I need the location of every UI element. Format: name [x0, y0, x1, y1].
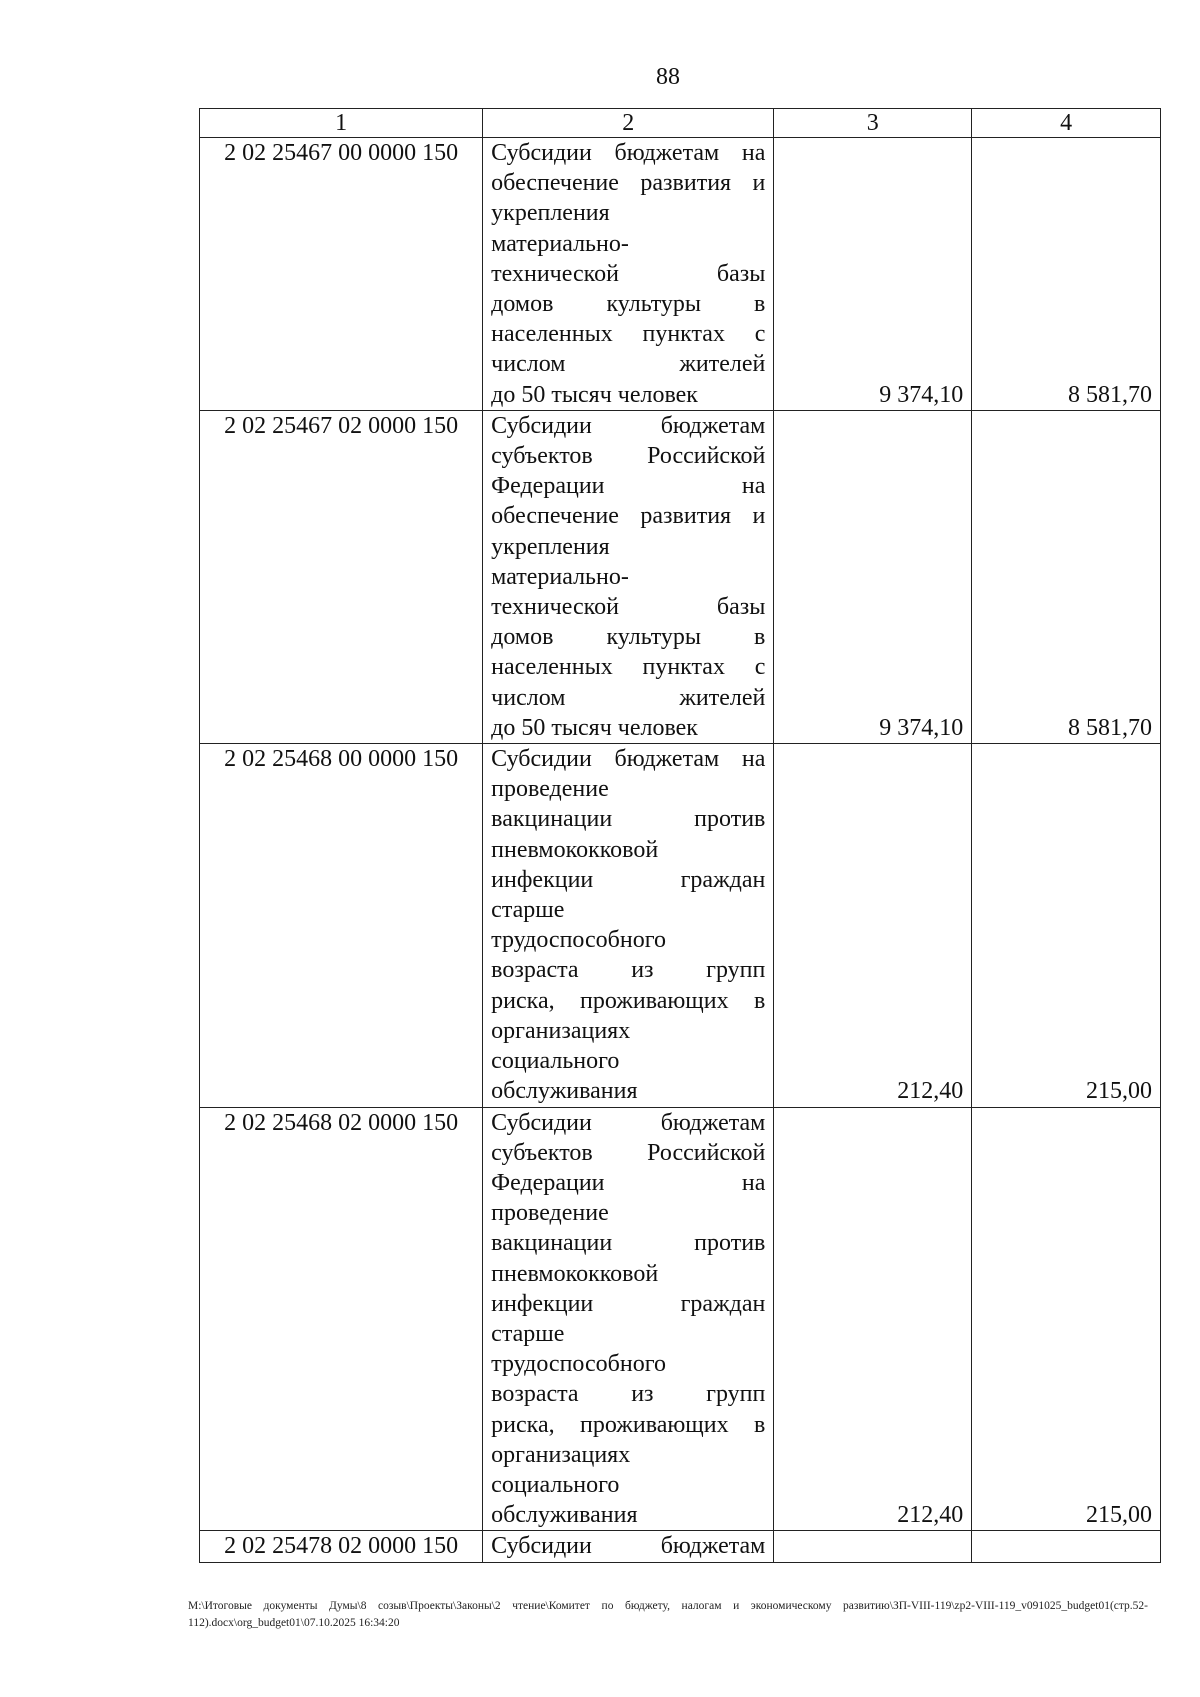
item-name-line: укрепления — [491, 533, 610, 560]
item-name-line: социального — [491, 1471, 620, 1498]
item-name-line: возраста из групп — [491, 957, 766, 984]
amount-col-3-cell: 212,40 — [774, 1107, 972, 1531]
item-name-line: числом жителей — [491, 351, 766, 378]
amount-col-3-cell — [774, 1531, 972, 1562]
header-col-4: 4 — [972, 109, 1161, 138]
budget-code-cell: 2 02 25467 00 0000 150 — [200, 138, 483, 411]
item-name-line: проведение — [491, 1200, 609, 1227]
item-name-line: субъектов Российской — [491, 443, 766, 470]
item-name-line: старше — [491, 1320, 565, 1347]
item-name-line: инфекции граждан — [491, 1290, 766, 1317]
item-name-line: обеспечение развития и — [491, 503, 766, 530]
item-name-line: Федерации на — [491, 1169, 766, 1196]
header-col-2: 2 — [483, 109, 774, 138]
table-row — [200, 410, 1161, 743]
item-name-line: вакцинации против — [491, 806, 766, 833]
item-name-line: до 50 тысяч человек — [491, 381, 698, 408]
table-row — [200, 1107, 1161, 1531]
header-col-3: 3 — [774, 109, 972, 138]
item-name-line: числом жителей — [491, 684, 766, 711]
amount-col-4-cell: 8 581,70 — [972, 138, 1161, 411]
item-name-line: обеспечение развития и — [491, 170, 766, 197]
item-name-line: социального — [491, 1048, 620, 1075]
item-name-line: технической базы — [491, 594, 766, 621]
item-name-line: возраста из групп — [491, 1381, 766, 1408]
item-name-line: вакцинации против — [491, 1230, 766, 1257]
item-name-line: старше — [491, 897, 565, 924]
table-row — [200, 138, 1161, 411]
item-name-line: населенных пунктах с — [491, 321, 766, 348]
amount-col-4-cell: 215,00 — [972, 1107, 1161, 1531]
item-name-line: проведение — [491, 776, 609, 803]
table-header-row — [200, 109, 1161, 138]
item-name-line: трудоспособного — [491, 1351, 666, 1378]
item-name-line: Субсидии бюджетам — [491, 412, 766, 439]
amount-col-3-cell: 212,40 — [774, 744, 972, 1107]
header-col-1: 1 — [200, 109, 483, 138]
item-name-cell — [483, 410, 774, 743]
footer-file-path: M:\Итоговые документы Думы\8 созыв\Проекты\Законы\2 чтение\Комитет по бюджету, налогам и экономическому развитию\ЗП-VIII-119\zp2-VIII-119_v091025_budget01(стр.52-112).docx\org_budget01\07.10.2025 16:34:20 — [188, 1600, 1148, 1629]
item-name-cell — [483, 1531, 774, 1562]
item-name-line: Субсидии бюджетам — [491, 1109, 766, 1136]
item-name-line: домов культуры в — [491, 624, 766, 651]
budget-table — [199, 108, 1161, 1563]
item-name-line: Субсидии бюджетам — [491, 1533, 766, 1560]
item-name-line: риска, проживающих в — [491, 1411, 766, 1438]
item-name-line: инфекции граждан — [491, 866, 766, 893]
item-name-line: пневмококковой — [491, 836, 659, 863]
item-name-cell — [483, 1107, 774, 1531]
amount-col-4-cell: 215,00 — [972, 744, 1161, 1107]
budget-code-cell: 2 02 25478 02 0000 150 — [200, 1531, 483, 1562]
table-body — [200, 138, 1161, 1563]
item-name-line: материально- — [491, 230, 629, 257]
budget-code-cell: 2 02 25467 02 0000 150 — [200, 410, 483, 743]
budget-code-cell: 2 02 25468 02 0000 150 — [200, 1107, 483, 1531]
item-name-line: укрепления — [491, 200, 610, 227]
item-name-line: технической базы — [491, 260, 766, 287]
item-name-line: материально- — [491, 563, 629, 590]
item-name-line: субъектов Российской — [491, 1139, 766, 1166]
item-name-line: Федерации на — [491, 473, 766, 500]
table-row — [200, 1531, 1161, 1562]
item-name-line: населенных пунктах с — [491, 654, 766, 681]
item-name-line: домов культуры в — [491, 291, 766, 318]
item-name-line: обслуживания — [491, 1078, 638, 1105]
item-name-cell — [483, 138, 774, 411]
amount-col-4-cell — [972, 1531, 1161, 1562]
table-row — [200, 744, 1161, 1107]
item-name-line: риска, проживающих в — [491, 987, 766, 1014]
page-number: 88 — [656, 64, 680, 90]
amount-col-4-cell: 8 581,70 — [972, 410, 1161, 743]
item-name-line: обслуживания — [491, 1502, 638, 1529]
item-name-line: организациях — [491, 1441, 631, 1468]
item-name-line: Субсидии бюджетам на — [491, 746, 766, 773]
item-name-line: организациях — [491, 1017, 631, 1044]
item-name-line: трудоспособного — [491, 927, 666, 954]
amount-col-3-cell: 9 374,10 — [774, 410, 972, 743]
item-name-line: пневмококковой — [491, 1260, 659, 1287]
budget-code-cell: 2 02 25468 00 0000 150 — [200, 744, 483, 1107]
item-name-line: Субсидии бюджетам на — [491, 140, 766, 166]
item-name-cell — [483, 744, 774, 1107]
item-name-line: до 50 тысяч человек — [491, 714, 698, 741]
amount-col-3-cell: 9 374,10 — [774, 138, 972, 411]
